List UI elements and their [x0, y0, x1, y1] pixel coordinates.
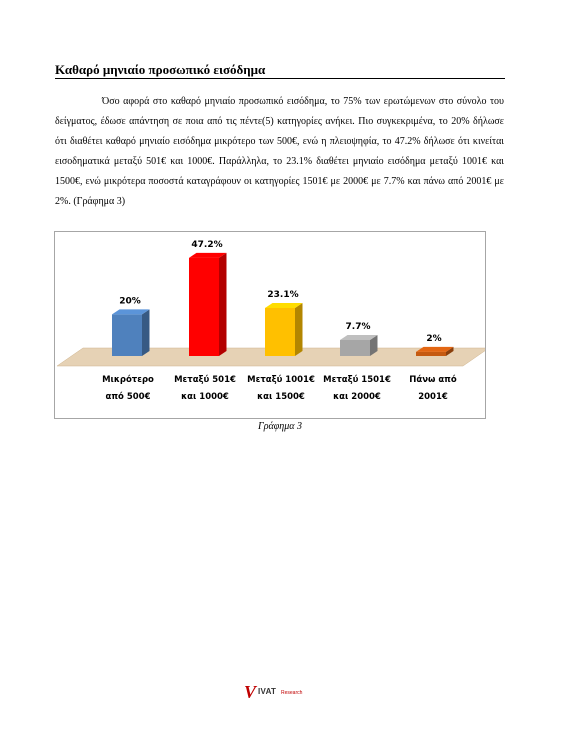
bar-side-face	[295, 303, 303, 356]
category-label-line: και 1500€	[257, 392, 305, 402]
bar-5	[416, 347, 454, 356]
category-label-line: Μεταξύ 1501€	[323, 375, 391, 385]
bar-front-face	[112, 314, 142, 356]
category-label	[241, 372, 321, 406]
bar-3	[265, 303, 303, 356]
section-heading: Καθαρό μηνιαίο προσωπικό εισόδημα	[55, 62, 266, 77]
category-label	[165, 372, 245, 406]
logo-text: IVAT	[258, 687, 277, 696]
category-label-line: και 1000€	[181, 392, 229, 402]
category-label	[317, 372, 397, 406]
value-label: 20%	[119, 296, 141, 307]
bar-front-face	[340, 340, 370, 356]
bar-4	[340, 335, 378, 356]
vivat-logo	[244, 682, 336, 704]
category-label-line: Μεταξύ 1001€	[247, 375, 315, 385]
value-label: 23.1%	[267, 289, 299, 300]
category-label	[88, 372, 168, 406]
bar-front-face	[416, 352, 446, 356]
chart-caption: Γράφημα 3	[258, 421, 302, 432]
bar-front-face	[189, 258, 219, 356]
category-label-line: Μικρότερο	[102, 375, 154, 385]
category-label	[393, 372, 473, 406]
category-label-line: από 500€	[105, 392, 151, 402]
category-label-line: Μεταξύ 501€	[174, 375, 236, 385]
body-paragraph: Όσο αφορά στο καθαρό μηνιαίο προσωπικό εισόδημα, το 75% των ερωτώμενων στο σύνολο του δείγματος, έδωσε απάντηση σε ποια από τις πέντε(5) κατηγορίες ανήκει. Πιο συγκεκριμένα, το 20% δήλωσε ότι διαθέτει καθαρό μηνιαίο εισόδημα μικρότερο των 500€, ενώ η πλειοψηφία, το 47.2% δήλωσε ότι κινείται εισοδηματικά μεταξύ 501€ και 1000€. Παράλληλα, το 23.1% διαθέτει μηνιαίο εισόδημα μεταξύ 1001€ και 1500€, ενώ μικρότερα ποσοστά καταγράφουν οι κατηγορίες 1501€ με 2000€ με 7.7% και πάνω από 2001€ με 2%. (Γράφημα 3)	[55, 96, 504, 207]
heading-underline	[55, 78, 505, 79]
chart-frame	[54, 231, 486, 419]
value-label: 47.2%	[191, 239, 223, 250]
bar-1	[112, 309, 150, 356]
bar-2	[189, 253, 227, 356]
bar-side-face	[142, 309, 150, 356]
category-label-line: 2001€	[418, 392, 448, 402]
category-label-line: Πάνω από	[409, 375, 457, 385]
logo-subtext: Research	[281, 690, 303, 696]
value-label: 2%	[426, 333, 442, 344]
bar-side-face	[219, 253, 227, 356]
logo-initial: V	[244, 682, 257, 702]
value-label: 7.7%	[345, 321, 371, 332]
bar-front-face	[265, 308, 295, 356]
category-label-line: και 2000€	[333, 392, 381, 402]
